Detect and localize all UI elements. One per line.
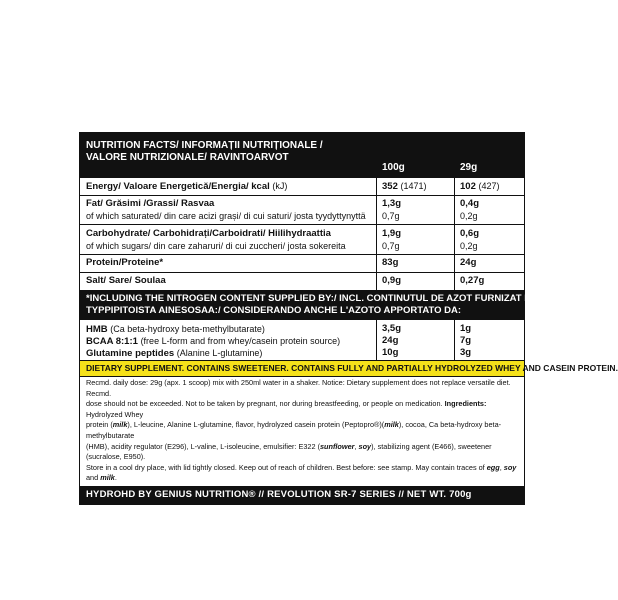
saturated-value-100g: 0,7g — [382, 211, 400, 221]
nutrition-label — [79, 132, 618, 505]
nitrogen-note-line1: *INCLUDING THE NITROGEN CONTENT SUPPLIED BY:/ INCL. CONTINUTUL DE AZOT FURNIZAT DE: / SISÄLTÄÄ — [86, 293, 596, 304]
hmb-value-serving: 1g — [460, 323, 472, 334]
ingredients-heading: Ingredients: — [444, 399, 487, 409]
storage-line5: Store in a cool dry place, with lid tightly closed. Keep out of reach of children. Best before: see stamp. May contain traces of egg, soy and milk. — [86, 462, 517, 483]
hmb-description: (Ca beta-hydroxy beta-methylbutarate) — [110, 324, 265, 334]
fat-value-100g: 1,3g — [382, 198, 402, 209]
salt-value-100g: 0,9g — [382, 275, 402, 286]
nitrogen-note — [80, 290, 596, 319]
energy-row — [80, 177, 524, 195]
column-header-100g: 100g — [382, 162, 405, 173]
salt-row — [80, 272, 524, 290]
carbohydrate-value-serving: 0,6g — [460, 228, 480, 239]
product-footer: HYDROHD BY GENIUS NUTRITION® // REVOLUTION SR-7 SERIES // NET WT. 700g — [80, 486, 524, 504]
column-header-serving: 29g — [460, 162, 478, 173]
protein-value-serving: 24g — [460, 257, 477, 268]
carbohydrate-label: Carbohydrate/ Carbohidrați/Carboidrati/ Hiilihydraattia — [86, 228, 331, 239]
fat-value-serving: 0,4g — [460, 198, 480, 209]
salt-label: Salt/ Sare/ Soulaa — [86, 275, 166, 286]
bcaa-name: BCAA 8:1:1 — [86, 336, 138, 347]
bcaa-value-serving: 7g — [460, 335, 472, 346]
energy-value-serving: 102 — [460, 181, 476, 192]
header-title-line2: VALORE NUTRIZIONALE/ RAVINTOARVOT — [86, 152, 289, 163]
nitrogen-note-line2: TYPPIPITOISTA AINESOSAA:/ CONSIDERANDO ANCHE L'AZOTO APPORTATO DA: — [86, 305, 462, 316]
bcaa-description: (free L-form and from whey/casein protein source) — [140, 336, 341, 346]
directions-line1: Recmd. daily dose: 29g (apx. 1 scoop) mix with 250ml water in a shaker. Notice: Dietary supplement does not replace versatile diet. Recmd. — [86, 378, 511, 398]
glutamine-name: Glutamine peptides — [86, 348, 175, 359]
directions-ingredients — [80, 376, 524, 486]
bcaa-value-100g: 24g — [382, 335, 399, 346]
ingredients-line3: protein (milk), L-leucine, Alanine L-glutamine, flavor, hydrolyzed casein protein (Peptopro®)(milk), cocoa, Ca beta-hydroxy beta-methylbutarate — [86, 420, 502, 440]
protein-row — [80, 254, 524, 272]
saturated-value-serving: 0,2g — [460, 211, 478, 221]
directions-line2: dose should not be exceeded. Not to be taken by pregnant, nor during breastfeeding, or people on medication. Ingredients: Hydrolyzed Whey — [86, 399, 487, 419]
hmb-name: HMB — [86, 324, 108, 335]
fat-label: Fat/ Grăsimi /Grassi/ Rasvaa — [86, 198, 215, 209]
fat-row — [80, 195, 524, 224]
amino-rows — [80, 319, 524, 360]
sugars-label: of which sugars/ din care zaharuri/ di cui zuccheri/ josta sokereita — [86, 241, 346, 251]
sugars-value-100g: 0,7g — [382, 241, 400, 251]
carbohydrate-value-100g: 1,9g — [382, 228, 402, 239]
energy-kj-serving: (427) — [478, 181, 500, 191]
nutrition-header — [80, 133, 524, 177]
energy-kj-100g: (1471) — [400, 181, 427, 191]
header-title-line1: NUTRITION FACTS/ INFORMAȚII NUTRIȚIONALE / — [86, 140, 323, 151]
protein-label: Protein/Proteine* — [86, 257, 164, 268]
sugars-value-serving: 0,2g — [460, 241, 478, 251]
hmb-value-100g: 3,5g — [382, 323, 402, 334]
saturated-label: of which saturated/ din care acizi grași/ di cui saturi/ josta tyydyttynyttä — [86, 211, 366, 221]
ingredients-line4: (HMB), acidity regulator (E296), L-valine, L-isoleucine, emulsifier: E322 (sunflower, soy), stabilizing agent (E466), sweetener (sucralose, E950). — [86, 441, 492, 462]
glutamine-description: (Alanine L-glutamine) — [176, 348, 263, 358]
salt-value-serving: 0,27g — [460, 275, 485, 286]
carbohydrate-row — [80, 224, 524, 254]
energy-unit: (kJ) — [272, 181, 288, 191]
energy-value-100g: 352 — [382, 181, 398, 192]
protein-value-100g: 83g — [382, 257, 399, 268]
energy-label: Energy/ Valoare Energetică/Energia/ kcal — [86, 181, 270, 192]
glutamine-value-100g: 10g — [382, 347, 399, 358]
supplement-banner: DIETARY SUPPLEMENT. CONTAINS SWEETENER. CONTAINS FULLY AND PARTIALLY HYDROLYZED WHEY AND CASEIN PROTEIN. — [80, 360, 524, 376]
glutamine-value-serving: 3g — [460, 347, 472, 358]
